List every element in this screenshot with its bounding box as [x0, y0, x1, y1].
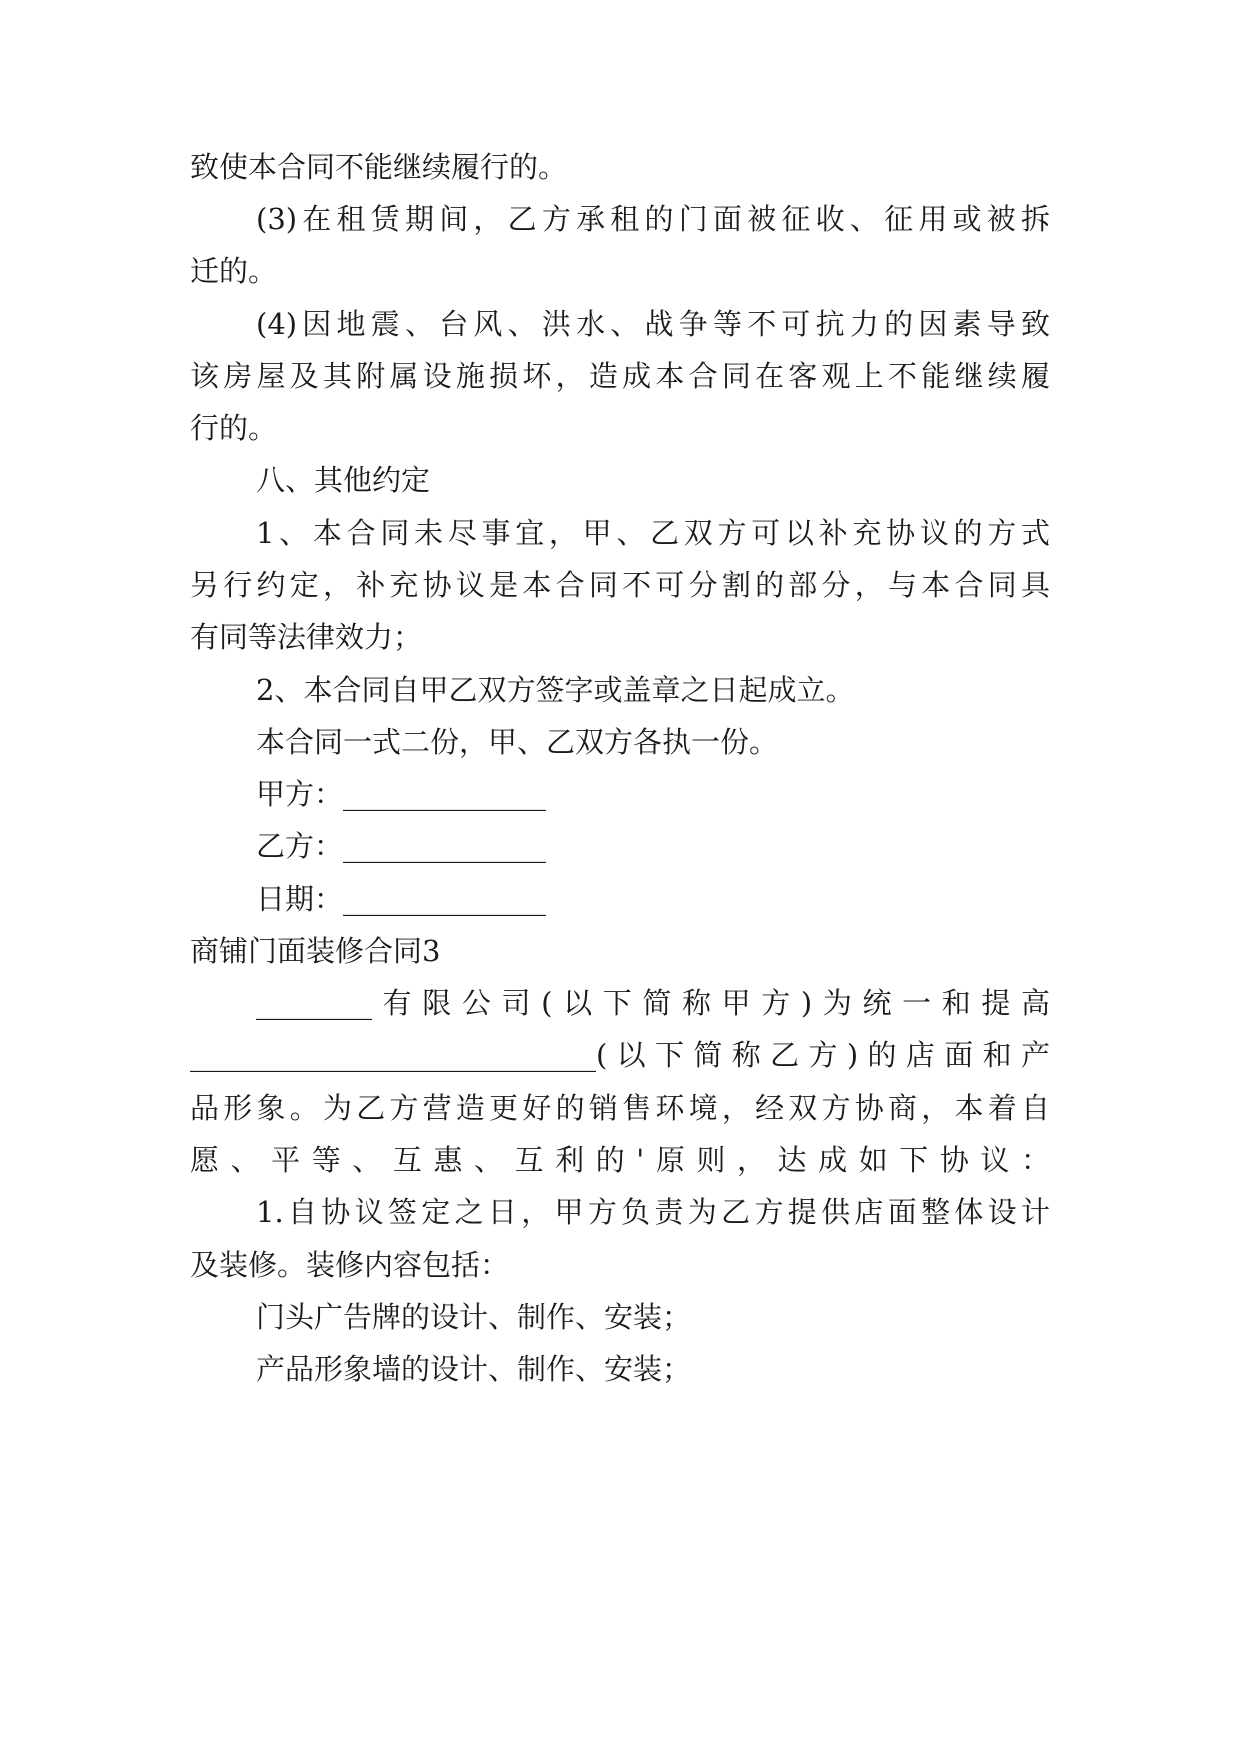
paragraph-line: 品形象。为乙方营造更好的销售环境，经双方协商，本着自: [190, 1091, 1050, 1125]
paragraph-line: 本合同一式二份，甲、乙双方各执一份。: [256, 725, 779, 759]
signature-field-party-b: 乙方：______________: [256, 829, 547, 863]
paragraph-line: 2、本合同自甲乙双方签字或盖章之日起成立。: [256, 673, 855, 707]
paragraph-line: (4)因地震、台风、洪水、战争等不可抗力的因素导致: [256, 307, 1050, 341]
paragraph-line: 1.自协议签定之日，甲方负责为乙方提供店面整体设计: [256, 1195, 1050, 1229]
paragraph-line: 行的。: [190, 411, 278, 445]
signature-field-date: 日期：______________: [256, 882, 547, 916]
document-title: 商铺门面装修合同3: [190, 934, 441, 968]
paragraph-line: 有同等法律效力；: [190, 620, 423, 654]
paragraph-line: ________有限公司(以下简称甲方)为统一和提高: [256, 986, 1050, 1020]
list-item: 产品形象墙的设计、制作、安装；: [256, 1352, 692, 1386]
paragraph-line: 及装修。装修内容包括：: [190, 1248, 510, 1282]
paragraph-line: 致使本合同不能继续履行的。: [190, 150, 568, 184]
section-heading: 八、其他约定: [256, 463, 431, 497]
signature-field-party-a: 甲方：______________: [256, 777, 547, 811]
list-item: 门头广告牌的设计、制作、安装；: [256, 1300, 692, 1334]
paragraph-line: (3)在租赁期间，乙方承租的门面被征收、征用或被拆: [256, 202, 1050, 236]
paragraph-line: 愿、平等、互惠、互利的'原则，达成如下协议：: [190, 1143, 1050, 1177]
paragraph-line: 另行约定，补充协议是本合同不可分割的部分，与本合同具: [190, 568, 1050, 602]
paragraph-line: 迁的。: [190, 254, 278, 288]
paragraph-line: 该房屋及其附属设施损坏，造成本合同在客观上不能继续履: [190, 359, 1050, 393]
paragraph-line: ____________________________(以下简称乙方)的店面和产: [190, 1038, 1050, 1072]
paragraph-line: 1、本合同未尽事宜，甲、乙双方可以补充协议的方式: [256, 516, 1050, 550]
